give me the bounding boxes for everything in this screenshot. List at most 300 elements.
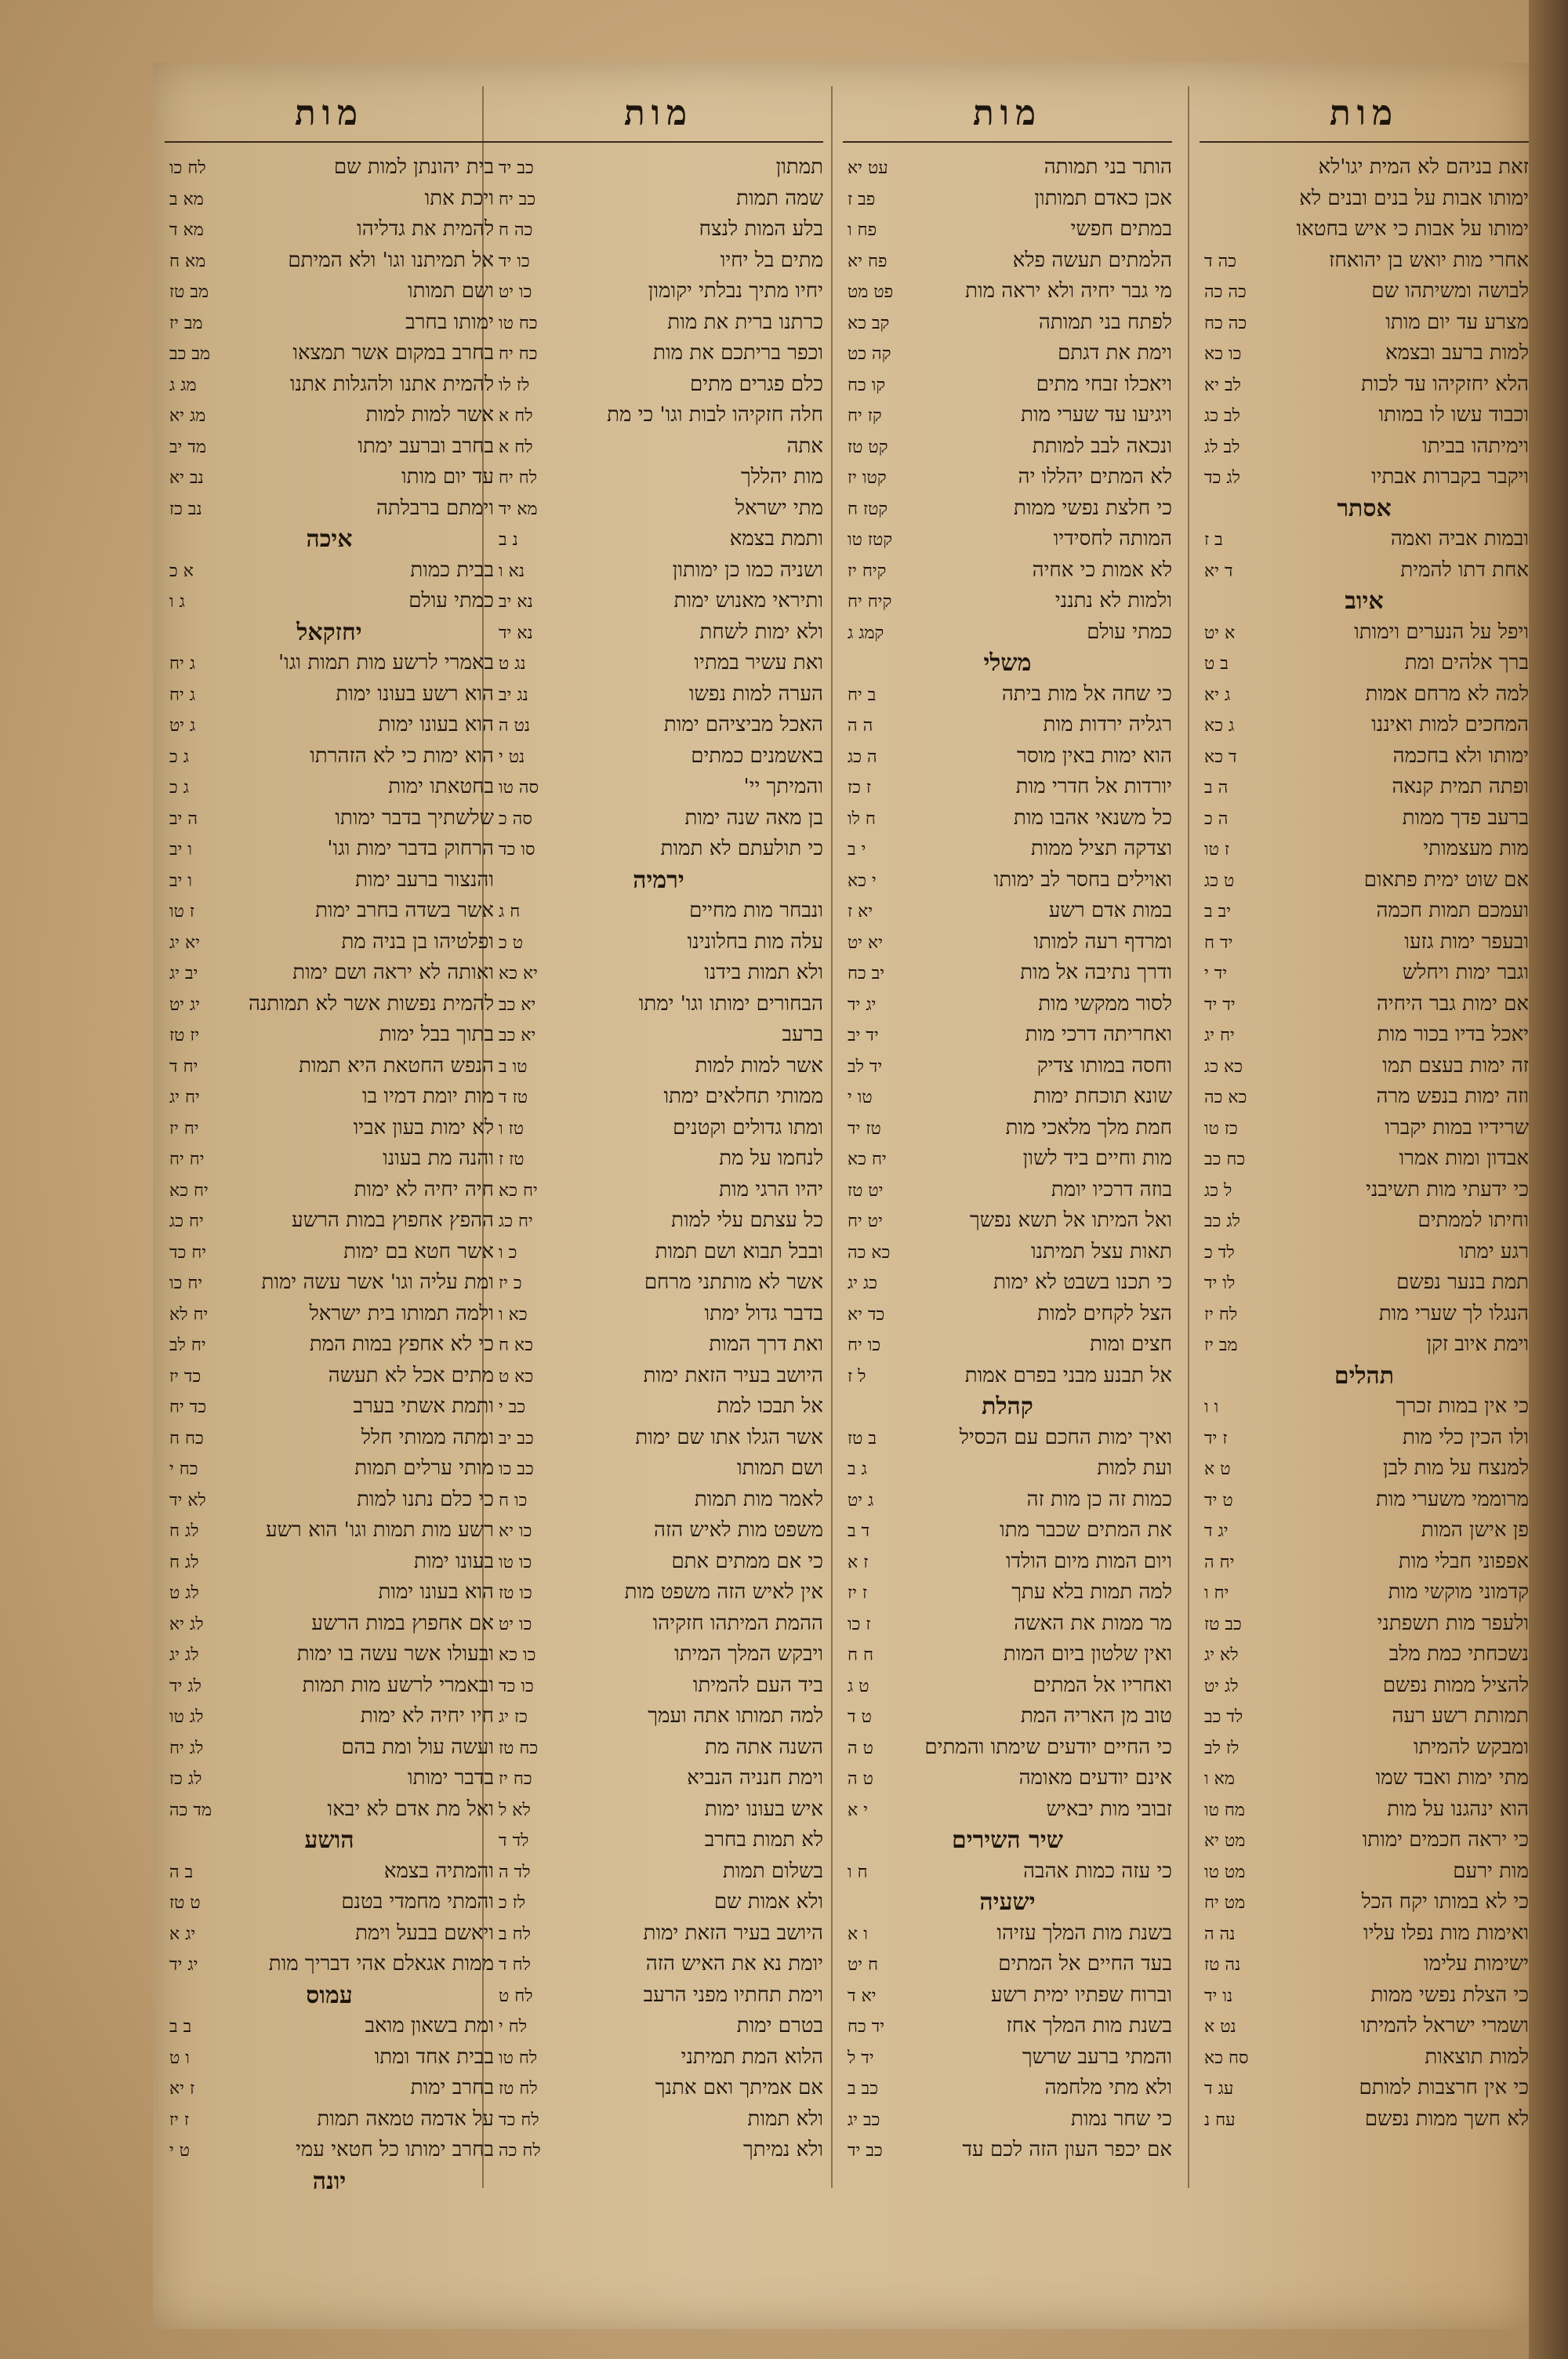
entry-reference: כב טז xyxy=(1204,1614,1242,1634)
entry-reference: כח כב xyxy=(1204,1150,1246,1169)
concordance-entry xyxy=(843,1701,1172,1732)
concordance-entry xyxy=(843,1329,1172,1361)
entry-text: בדבר ימותו xyxy=(408,1766,494,1790)
concordance-entry xyxy=(165,1918,494,1950)
concordance-entry xyxy=(494,1547,823,1578)
entry-text: זה ימות בעצם תמו xyxy=(1382,1053,1529,1078)
entry-reference: כב יח xyxy=(499,189,536,209)
concordance-entry xyxy=(494,1794,823,1826)
concordance-entry xyxy=(843,276,1172,307)
concordance-entry xyxy=(165,1608,494,1640)
entry-text: האכל מביציהם ימות xyxy=(663,713,823,736)
entry-reference: יח כא xyxy=(169,1180,209,1201)
entry-text: כי תולעתם לא תמות xyxy=(660,837,823,860)
concordance-entry xyxy=(843,1515,1172,1547)
entry-reference: מח טו xyxy=(1204,1800,1245,1820)
entry-text: ופתה תמית קנאה xyxy=(1392,775,1529,798)
concordance-entry xyxy=(1200,214,1529,245)
concordance-entry xyxy=(494,369,823,401)
entry-reference: סח כא xyxy=(1204,2048,1249,2068)
concordance-entry xyxy=(1200,2042,1529,2074)
concordance-entry xyxy=(494,989,823,1020)
concordance-entry xyxy=(843,1423,1172,1454)
concordance-entry xyxy=(843,1856,1172,1888)
entry-reference: סו כד xyxy=(499,840,535,860)
concordance-entry xyxy=(494,1577,823,1608)
entry-text: איש בעונו ימות xyxy=(704,1797,823,1821)
concordance-entry xyxy=(1200,741,1529,772)
entry-text: כי כלם נתנו למות xyxy=(357,1487,494,1511)
entry-reference: ט א xyxy=(1204,1459,1231,1479)
concordance-entry xyxy=(1200,1794,1529,1826)
entry-text: תאות עצל תמיתנו xyxy=(1030,1239,1172,1263)
concordance-entry xyxy=(494,1113,823,1144)
concordance-entry xyxy=(1200,1577,1529,1608)
entry-reference: יג יד xyxy=(848,994,877,1015)
concordance-entry xyxy=(165,586,494,617)
entry-text: בחרב ימותו כל חטאי עמי xyxy=(296,2138,494,2161)
entry-reference: ה כ xyxy=(1204,809,1229,829)
entry-reference: לח יח xyxy=(499,468,538,488)
concordance-entry xyxy=(843,989,1172,1020)
entry-text: ואין שלטון ביום המות xyxy=(1003,1642,1172,1666)
entry-reference: ז יד xyxy=(1204,1428,1228,1448)
entry-reference: א כ xyxy=(169,561,194,581)
entry-text: לא אמות כי אחיה xyxy=(1032,558,1172,582)
entry-reference: ח ח xyxy=(848,1645,874,1665)
concordance-entry xyxy=(1200,648,1529,679)
entry-reference: קז יח xyxy=(848,406,882,426)
entry-reference: יח כו xyxy=(169,1274,203,1293)
entry-reference: לח טו xyxy=(499,2048,538,2068)
concordance-entry xyxy=(843,1980,1172,2012)
entry-reference: ט ה xyxy=(848,1769,873,1789)
entry-text: אשר בשדה בחרב ימות xyxy=(315,899,494,922)
entry-reference: כב יד xyxy=(499,158,534,178)
entry-reference: יג יד xyxy=(169,1955,198,1975)
book-section-heading xyxy=(165,1825,494,1856)
entry-reference: כו כא xyxy=(1204,344,1242,364)
entry-reference: יח יג xyxy=(169,1088,200,1107)
entry-reference: כא ח xyxy=(499,1336,533,1355)
entry-text: עלה מות בחלונינו xyxy=(687,929,823,954)
entry-text: הוא בעונו ימות xyxy=(378,713,494,736)
concordance-column-1 xyxy=(1200,86,1529,2135)
concordance-entry xyxy=(165,958,494,989)
entry-text: ומת עליה וגו' אשר עשה ימות xyxy=(261,1270,494,1294)
entry-reference: כא כה xyxy=(1204,1088,1247,1107)
concordance-entry xyxy=(843,1577,1172,1608)
entry-text: ובמות אביה ואמה xyxy=(1390,527,1529,551)
entry-reference: ט ד xyxy=(848,1707,872,1727)
entry-text: הלוא המת תמיתני xyxy=(681,2045,823,2069)
entry-text: משלי xyxy=(983,649,1032,677)
concordance-entry xyxy=(165,1515,494,1547)
entry-text: כי ידעתי מות תשיבני xyxy=(1366,1177,1529,1201)
entry-text: אתה xyxy=(786,434,823,458)
concordance-entry xyxy=(1200,1423,1529,1454)
entry-reference: כו ח xyxy=(499,1490,528,1510)
entry-reference: יא כא xyxy=(499,964,538,983)
entry-text: זבובי מות יבאיש xyxy=(1046,1797,1172,1821)
entry-reference: לג כב xyxy=(1204,1212,1240,1231)
entry-text: בשנת מות המלך אחז xyxy=(1006,2014,1172,2037)
entry-text: ובאמרי לרשע מות תמות xyxy=(302,1673,494,1697)
entry-reference: ו א xyxy=(848,1924,868,1944)
entry-reference: ג ו xyxy=(169,592,185,612)
entry-text: כל משנאי אהבו מות xyxy=(1013,805,1172,830)
entry-text: איכה xyxy=(306,525,353,553)
entry-text: כי אם ממתים אתם xyxy=(671,1549,823,1573)
concordance-entry xyxy=(165,710,494,741)
column-header: מות xyxy=(843,86,1172,143)
entry-reference: ב ט xyxy=(1204,654,1229,674)
concordance-entry xyxy=(843,524,1172,555)
entry-text: ישעיה xyxy=(979,1888,1036,1916)
concordance-entry xyxy=(494,1423,823,1454)
concordance-entry xyxy=(494,896,823,927)
entry-reference: יז טז xyxy=(169,1026,200,1045)
concordance-entry xyxy=(165,2073,494,2104)
entry-reference: כו יט xyxy=(499,1614,532,1634)
concordance-entry xyxy=(1200,1949,1529,1980)
entry-reference: לח כד xyxy=(499,2110,539,2130)
entry-reference: ד ב xyxy=(848,1521,870,1541)
concordance-entry xyxy=(165,493,494,525)
entry-reference: יח כא xyxy=(848,1150,887,1169)
concordance-entry xyxy=(1200,524,1529,555)
entry-text: עמוס xyxy=(306,1981,353,2009)
concordance-entry xyxy=(1200,1081,1529,1113)
concordance-entry xyxy=(1200,927,1529,958)
entry-text: וצדקה תציל ממות xyxy=(1031,837,1172,860)
entry-text: יחזקאל xyxy=(296,618,362,646)
concordance-entry xyxy=(843,2104,1172,2135)
concordance-entry xyxy=(165,245,494,277)
concordance-entry xyxy=(494,1887,823,1918)
entry-reference: נ ב xyxy=(499,530,518,550)
entry-reference: ז יא xyxy=(169,2079,195,2099)
concordance-entry xyxy=(165,927,494,958)
concordance-entry xyxy=(1200,555,1529,587)
entry-text: ישימות עלימו xyxy=(1424,1952,1529,1976)
entry-reference: לד ה xyxy=(499,1862,531,1882)
entry-text: בחרב ימות xyxy=(410,2076,494,2099)
entry-text: רשע מות תמות וגו' הוא רשע xyxy=(265,1518,494,1542)
entry-reference: לח ד xyxy=(499,1955,531,1975)
concordance-entry xyxy=(843,927,1172,958)
entry-text: ועמכם תמות חכמה xyxy=(1376,899,1529,922)
entry-text: ואימות מות נפלו עליו xyxy=(1363,1921,1529,1945)
entry-reference: קו כח xyxy=(848,375,886,395)
entry-text: כי לא אחפץ במות המת xyxy=(309,1332,494,1356)
entry-text: ויום המות מיום הולדו xyxy=(1005,1549,1172,1573)
entry-text: ואת עשיר במתיו xyxy=(694,651,823,674)
entry-reference: ב ז xyxy=(1204,530,1223,550)
entry-text: הערה למות נפשו xyxy=(688,682,823,706)
concordance-entry xyxy=(494,245,823,277)
entry-text: המחכים למות ואיננו xyxy=(1371,713,1529,736)
book-section-heading xyxy=(165,2166,494,2197)
entry-reference: לא יד xyxy=(169,1490,206,1510)
entry-text: אם ימות גבר היחיה xyxy=(1376,991,1529,1016)
entry-reference: ל ז xyxy=(848,1366,866,1387)
concordance-entry xyxy=(494,617,823,649)
concordance-entry xyxy=(494,2073,823,2104)
concordance-entry xyxy=(494,1081,823,1113)
entry-text: ודרך נתיבה אל מות xyxy=(1020,961,1172,984)
entry-text: אחרי מות יואש בן יהואחז xyxy=(1329,248,1529,272)
concordance-entry xyxy=(494,1361,823,1392)
entry-text: אין לאיש הזה משפט מות xyxy=(624,1580,823,1604)
entry-text: כי החיים יודעים שימתו והמתים xyxy=(924,1735,1172,1759)
concordance-entry xyxy=(843,1453,1172,1485)
concordance-column-3 xyxy=(494,86,823,2166)
concordance-entry xyxy=(494,400,823,431)
entry-text: תהלים xyxy=(1334,1361,1395,1390)
concordance-entry xyxy=(494,462,823,493)
entry-reference: לג יא xyxy=(169,1614,204,1634)
entry-text: הוא בעונו ימות xyxy=(378,1580,494,1604)
entry-reference: יח לא xyxy=(169,1304,209,1325)
entry-reference: יד י xyxy=(1204,964,1228,983)
entry-list xyxy=(1200,152,1529,2135)
entry-reference: לח יז xyxy=(1204,1304,1238,1325)
entry-text: ומרדף רעה למותו xyxy=(1033,929,1172,954)
entry-reference: לד כב xyxy=(1204,1707,1243,1727)
entry-reference: ח ג xyxy=(499,902,521,921)
entry-reference: לח כו xyxy=(169,158,206,178)
entry-reference: קטו יז xyxy=(848,468,887,488)
concordance-entry xyxy=(494,1020,823,1051)
entry-reference: מד יב xyxy=(169,437,206,457)
entry-text: כל עצתם עלי למות xyxy=(671,1209,823,1232)
entry-text: היושב בעיר הזאת ימות xyxy=(643,1363,823,1387)
entry-text: ימותו ולא בחכמה xyxy=(1392,743,1529,768)
entry-reference: כה כה xyxy=(1204,282,1247,302)
entry-text: ימותו על אבות כי איש בחטאו xyxy=(1296,217,1529,241)
concordance-entry xyxy=(1200,276,1529,307)
concordance-entry xyxy=(494,1515,823,1547)
entry-reference: קיח יח xyxy=(848,592,892,612)
concordance-entry xyxy=(843,1949,1172,1980)
entry-text: והנה מת בעונו xyxy=(383,1147,494,1170)
concordance-entry xyxy=(1200,1453,1529,1485)
concordance-entry xyxy=(165,1670,494,1702)
entry-reference: ה יב xyxy=(169,809,198,829)
entry-reference: ו ט xyxy=(169,2048,190,2068)
entry-text: יורדות אל חדרי מות xyxy=(1015,775,1172,798)
entry-text: למה תמותו אתה ועמך xyxy=(648,1704,823,1728)
entry-text: כי אין במות זכרך xyxy=(1396,1394,1529,1418)
concordance-entry xyxy=(494,1732,823,1764)
entry-reference: ג יח xyxy=(169,685,196,705)
concordance-entry xyxy=(1200,1143,1529,1175)
entry-reference: כה כח xyxy=(1204,313,1247,333)
entry-text: והמתיה בצמא xyxy=(383,1859,494,1883)
concordance-entry xyxy=(165,1949,494,1980)
entry-reference: יח כג xyxy=(499,1212,533,1231)
entry-reference: מב כב xyxy=(169,344,210,364)
entry-text: נשכחתי כמת מלב xyxy=(1388,1642,1529,1666)
entry-reference: כג יג xyxy=(848,1274,878,1293)
entry-text: למה לא מרחם אמות xyxy=(1365,682,1529,706)
entry-reference: יא יג xyxy=(169,932,200,953)
entry-reference: נג ט xyxy=(499,654,526,674)
concordance-entry xyxy=(165,1577,494,1608)
entry-text: תמת בנער נפשם xyxy=(1396,1270,1529,1294)
entry-reference: ט כג xyxy=(1204,871,1235,891)
entry-text: בשנת מות המלך עזיהו xyxy=(996,1921,1172,1945)
entry-text: באמרי לרשע מות תמות וגו' xyxy=(278,651,494,674)
entry-text: מתי ישראל xyxy=(735,496,823,520)
entry-reference: ט ה xyxy=(848,1738,873,1758)
concordance-entry xyxy=(1200,1856,1529,1888)
concordance-entry xyxy=(1200,1020,1529,1051)
concordance-entry xyxy=(494,1237,823,1268)
entry-text: ויגיעו עד שערי מות xyxy=(1021,403,1172,427)
concordance-entry xyxy=(165,1299,494,1330)
entry-reference: לג ט xyxy=(169,1583,199,1603)
concordance-entry xyxy=(1200,958,1529,989)
column-header: מות xyxy=(494,86,823,143)
concordance-entry xyxy=(843,803,1172,834)
entry-reference: כח טו xyxy=(499,313,538,333)
concordance-entry xyxy=(165,431,494,463)
entry-reference: כו טז xyxy=(499,1583,532,1603)
entry-reference: לז לב xyxy=(1204,1738,1240,1758)
concordance-entry xyxy=(843,958,1172,989)
entry-reference: סה טו xyxy=(499,778,539,798)
entry-text: לא המתים יהללו יה xyxy=(1018,465,1172,489)
concordance-entry xyxy=(165,1547,494,1578)
concordance-entry xyxy=(843,1732,1172,1764)
concordance-entry xyxy=(494,555,823,587)
entry-reference: ז כז xyxy=(848,778,872,798)
entry-reference: ז יז xyxy=(848,1583,868,1603)
entry-reference: לד כ xyxy=(1204,1242,1235,1263)
entry-text: קהלת xyxy=(982,1393,1033,1420)
concordance-entry xyxy=(1200,184,1529,215)
concordance-entry xyxy=(165,369,494,401)
concordance-entry xyxy=(165,1020,494,1051)
entry-text: רגליה ירדות מות xyxy=(1043,713,1172,736)
entry-text: הבחורים ימותו וגו' ימתו xyxy=(638,991,823,1016)
entry-text: בשלום תמות xyxy=(722,1859,823,1883)
entry-reference: כו יא xyxy=(499,1521,532,1541)
entry-reference: כו כא xyxy=(499,1645,536,1665)
entry-reference: ו יב xyxy=(169,840,192,860)
entry-reference: יא יט xyxy=(848,932,884,953)
entry-text: ומתו גדולים וקטנים xyxy=(673,1115,823,1140)
entry-text: ימותו אבות על בנים ובנים לא xyxy=(1299,186,1529,210)
concordance-entry xyxy=(165,1081,494,1113)
entry-text: שרידיו במות יקברו xyxy=(1385,1115,1529,1140)
entry-reference: יח יג xyxy=(1204,1026,1235,1045)
concordance-entry xyxy=(1200,1515,1529,1547)
entry-text: בית יהונתן למות שם xyxy=(333,155,494,179)
entry-reference: לח כה xyxy=(499,2141,541,2161)
entry-reference: יב ב xyxy=(1204,902,1231,921)
entry-reference: כד יח xyxy=(169,1398,207,1417)
concordance-entry xyxy=(494,1453,823,1485)
entry-text: אכן כאדם תמותון xyxy=(1034,186,1172,210)
entry-reference: נא יד xyxy=(499,623,533,643)
concordance-entry xyxy=(165,679,494,711)
concordance-entry xyxy=(1200,896,1529,927)
entry-reference: ד כא xyxy=(1204,747,1237,767)
entry-reference: כא כה xyxy=(848,1242,891,1263)
entry-text: כי הצלת נפשי ממות xyxy=(1370,1983,1529,2007)
entry-text: היושב בעיר הזאת ימות xyxy=(643,1921,823,1945)
concordance-entry xyxy=(843,1205,1172,1237)
entry-reference: ג יא xyxy=(1204,685,1231,705)
concordance-entry xyxy=(1200,1980,1529,2012)
concordance-entry xyxy=(1200,1299,1529,1330)
concordance-entry xyxy=(494,184,823,215)
entry-text: ונבחר מות מחיים xyxy=(689,899,823,922)
entry-reference: כא ו xyxy=(499,1304,528,1325)
concordance-column-2 xyxy=(843,86,1172,2166)
concordance-entry xyxy=(494,152,823,184)
concordance-entry xyxy=(494,1701,823,1732)
entry-reference: יד לב xyxy=(848,1056,883,1077)
entry-text: ביד העם להמיתו xyxy=(692,1673,823,1697)
concordance-entry xyxy=(1200,307,1529,339)
entry-text: ותמת אשתי בערב xyxy=(353,1394,494,1418)
concordance-entry xyxy=(1200,2073,1529,2104)
concordance-entry xyxy=(1200,2011,1529,2042)
entry-reference: ב טז xyxy=(848,1428,877,1448)
entry-text: למות תוצאות xyxy=(1425,2045,1529,2069)
concordance-entry xyxy=(843,1051,1172,1082)
entry-text: חיה יחיה לא ימות xyxy=(354,1177,494,1201)
entry-text: משפט מות לאיש הזה xyxy=(653,1518,823,1542)
entry-text: ולא אמות שם xyxy=(713,1890,823,1914)
entry-reference: א יט xyxy=(1204,623,1236,643)
entry-reference: יד יד xyxy=(1204,994,1236,1015)
concordance-entry xyxy=(843,1081,1172,1113)
entry-reference: נא יב xyxy=(499,592,533,612)
concordance-entry xyxy=(494,1391,823,1423)
concordance-entry xyxy=(1200,617,1529,649)
book-section-heading xyxy=(843,648,1172,679)
entry-text: ואל המיתו אל תשא נפשך xyxy=(969,1209,1172,1232)
entry-text: לאמר מות תמות xyxy=(694,1487,823,1511)
concordance-entry xyxy=(165,1205,494,1237)
entry-text: טוב מן האריה המת xyxy=(1020,1704,1172,1728)
concordance-entry xyxy=(494,586,823,617)
entry-text: להמית נפשות אשר לא תמותנה xyxy=(249,991,494,1016)
entry-text: איוב xyxy=(1345,587,1384,615)
column-rule xyxy=(1188,86,1189,2188)
entry-reference: כב ב xyxy=(848,2079,878,2099)
entry-text: ויקבר בקברות אבתיו xyxy=(1371,465,1529,489)
entry-reference: טז ד xyxy=(499,1088,528,1107)
entry-text: ולא ימות לשחת xyxy=(699,620,823,644)
entry-reference: קמג ג xyxy=(848,623,884,643)
concordance-entry xyxy=(165,834,494,865)
concordance-entry xyxy=(494,493,823,525)
entry-text: אשר לא מותתני מרחם xyxy=(644,1270,823,1294)
entry-reference: יח יח xyxy=(169,1150,205,1169)
concordance-entry xyxy=(494,927,823,958)
concordance-entry xyxy=(843,555,1172,587)
concordance-entry xyxy=(1200,710,1529,741)
entry-text: שיר השירים xyxy=(952,1826,1063,1854)
entry-text: ופלטיהו בן בניה מת xyxy=(341,929,494,954)
entry-text: יחיו מתיך נבלתי יקומון xyxy=(648,279,823,303)
